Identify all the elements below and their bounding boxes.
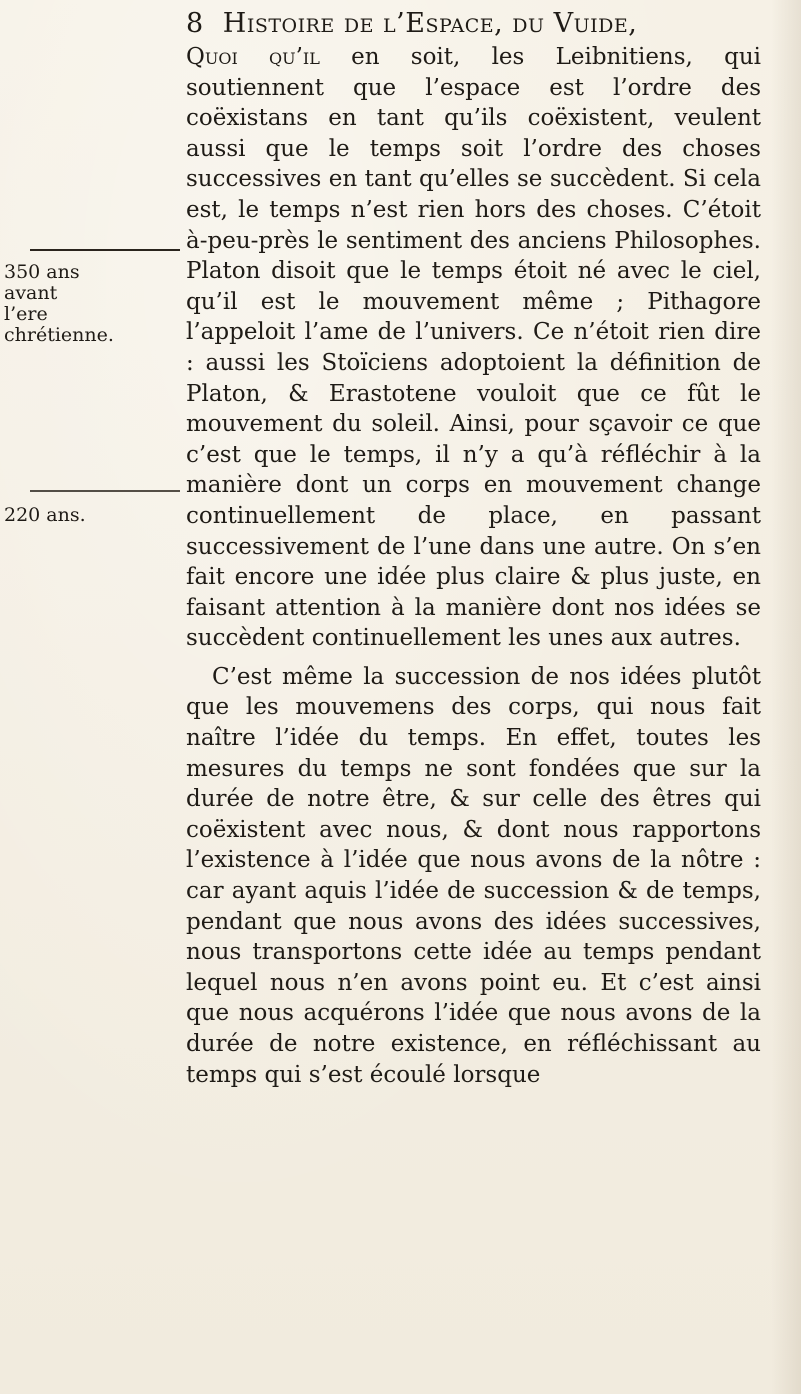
- paragraph-2: C’est même la succession de nos idées plutôt que les mouvemens des corps, qui nous fait naître l’idée du temps. En effet, toutes les mesures du temps ne sont fondées que sur la durée de notre être, & sur celle des êtres qui coëxistent avec nous, & dont nous rapportons l’existence à l’idée que nous avons de la nôtre : car ayant aquis l’idée de succession & de temps, pendant que nous avons des idées successives, nous transportons cette idée au temps pendant lequel nous n’en avons point eu. Et c’est ainsi que nous acquérons l’idée que nous avons de la durée de notre existence, en réfléchissant au temps qui s’est écoulé lorsque: [186, 663, 761, 1088]
- margin-rule-bottom: [30, 490, 180, 492]
- paragraph-1: [186, 42, 761, 654]
- body-text: [186, 42, 761, 1090]
- page-edge-shadow: [771, 0, 801, 1394]
- paragraph-1-text: en soit, les Leibnitiens, qui soutiennent que l’espace est l’ordre des coëxistans en tant qu’ils coëxistent, veulent aussi que le temps soit l’ordre des choses successives en tant qu’elles se succèdent. Si cela est, le temps n’est rien hors des choses. C’étoit à-peu-près le sentiment des anciens Philosophes. Platon disoit que le temps étoit né avec le ciel, qu’il est le mouvement même ; Pithagore l’appeloit l’ame de l’univers. Ce n’étoit rien dire : aussi les Stoïciens adoptoient la définition de Platon, & Erastotene vouloit que ce fût le mouvement du soleil. Ainsi, pour sçavoir ce que c’est que le temps, il n’y a qu’à réfléchir à la manière dont un corps en mouvement change continuellement de place, en passant successivement de l’une dans une autre. On s’en fait encore une idée plus claire & plus juste, en faisant attention à la manière dont nos idées se succèdent continuellement les unes aux autres.: [186, 44, 761, 652]
- running-title: Histoire de l’Espace, du Vuide,: [222, 8, 638, 39]
- margin-note-date-2: 220 ans.: [4, 504, 86, 526]
- margin-rule-top: [30, 249, 180, 251]
- margin-note-date-1: 350 ans avant l’ere chrétienne.: [4, 261, 114, 346]
- running-head: [186, 8, 746, 39]
- page-number: 8: [186, 8, 204, 39]
- paragraph-lead: Quoi qu’il: [186, 44, 320, 70]
